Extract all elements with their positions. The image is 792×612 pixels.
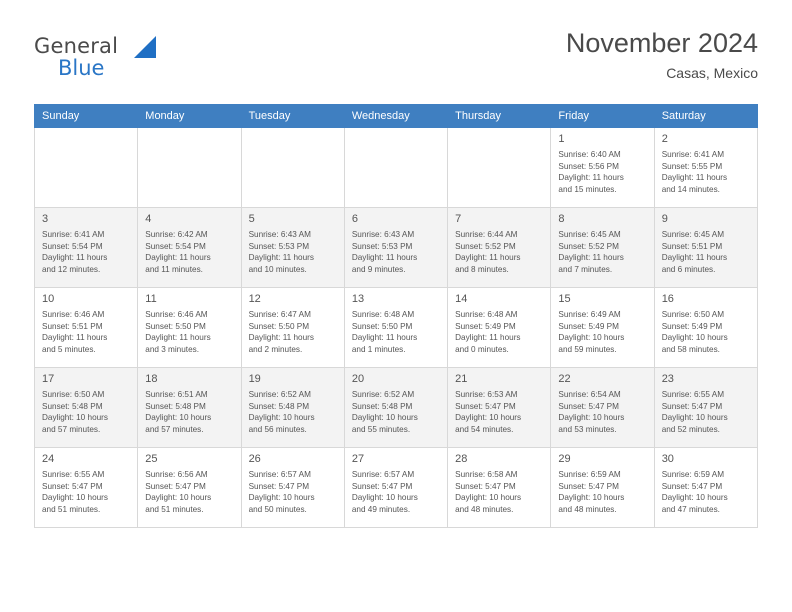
day-cell [241, 448, 344, 528]
daylight-text-line2: and 49 minutes. [351, 504, 411, 514]
daylight-text-line1: Daylight: 10 hours [145, 493, 212, 503]
calendar-week-row [35, 448, 758, 528]
daylight-text-line2: and 51 minutes. [145, 504, 204, 514]
day-cell [241, 368, 344, 448]
day-number: 23 [661, 373, 674, 385]
sunset-text: Sunset: 5:50 PM [351, 321, 413, 331]
daylight-text-line2: and 57 minutes. [42, 424, 101, 434]
daylight-text-line1: Daylight: 11 hours [145, 253, 211, 263]
day-details [352, 309, 440, 355]
day-cell [551, 208, 654, 288]
daylight-text-line1: Daylight: 11 hours [455, 253, 521, 263]
daylight-text-line2: and 50 minutes. [248, 504, 307, 514]
day-number: 8 [558, 213, 565, 225]
calendar-week-row [35, 208, 758, 288]
day-cell [448, 448, 551, 528]
page-title: November 2024 [565, 28, 758, 58]
sunrise-text: Sunrise: 6:52 AM [351, 390, 415, 399]
day-details [42, 229, 130, 275]
daylight-text-line2: and 57 minutes. [145, 424, 204, 434]
day-number: 3 [42, 213, 49, 225]
day-cell [35, 208, 138, 288]
sunrise-text: Sunrise: 6:50 AM [661, 310, 725, 319]
daylight-text-line2: and 6 minutes. [661, 264, 716, 274]
day-number: 21 [455, 373, 468, 385]
day-details [558, 149, 646, 195]
day-cell [344, 128, 447, 208]
sunrise-text: Sunrise: 6:48 AM [351, 310, 415, 319]
sunset-text: Sunset: 5:54 PM [42, 241, 103, 251]
day-cell [344, 288, 447, 368]
daylight-text-line1: Daylight: 10 hours [145, 413, 212, 423]
sunrise-text: Sunrise: 6:53 AM [455, 390, 518, 399]
sunset-text: Sunset: 5:47 PM [661, 481, 723, 491]
day-details [42, 389, 130, 435]
day-details [249, 389, 337, 435]
sunrise-text: Sunrise: 6:48 AM [455, 310, 518, 319]
sunrise-text: Sunrise: 6:47 AM [248, 310, 311, 319]
day-cell [344, 368, 447, 448]
day-details [249, 309, 337, 355]
day-cell [241, 128, 344, 208]
day-number: 29 [558, 453, 571, 465]
day-details [455, 389, 543, 435]
sunrise-text: Sunrise: 6:57 AM [351, 470, 415, 479]
daylight-text-line2: and 12 minutes. [42, 264, 101, 274]
daylight-text-line1: Daylight: 10 hours [661, 493, 728, 503]
daylight-text-line2: and 2 minutes. [248, 344, 303, 354]
day-details [145, 389, 233, 435]
day-cell [448, 368, 551, 448]
daylight-text-line1: Daylight: 10 hours [42, 413, 108, 423]
day-details [558, 389, 646, 435]
daylight-text-line1: Daylight: 11 hours [661, 253, 728, 263]
daylight-text-line1: Daylight: 11 hours [248, 253, 314, 263]
daylight-text-line1: Daylight: 10 hours [558, 413, 625, 423]
daylight-text-line1: Daylight: 11 hours [558, 253, 624, 263]
sunset-text: Sunset: 5:47 PM [661, 401, 723, 411]
daylight-text-line2: and 47 minutes. [661, 504, 720, 514]
logo-triangle-icon [134, 36, 156, 58]
weekday-tuesday: Tuesday [241, 105, 344, 128]
day-cell [138, 448, 241, 528]
day-number: 13 [351, 293, 365, 305]
page-header [34, 26, 758, 92]
daylight-text-line2: and 48 minutes. [455, 504, 514, 514]
day-number: 18 [145, 373, 158, 385]
day-number: 2 [661, 133, 668, 145]
sunrise-text: Sunrise: 6:44 AM [455, 230, 518, 239]
sunrise-text: Sunrise: 6:46 AM [42, 310, 105, 319]
sunset-text: Sunset: 5:49 PM [455, 321, 516, 331]
day-cell [551, 448, 654, 528]
day-details [558, 309, 646, 355]
sunset-text: Sunset: 5:50 PM [145, 321, 206, 331]
calendar-week-row [35, 368, 758, 448]
daylight-text-line2: and 5 minutes. [42, 344, 96, 354]
sunrise-text: Sunrise: 6:58 AM [455, 470, 518, 479]
sunset-text: Sunset: 5:48 PM [42, 401, 103, 411]
day-cell [448, 208, 551, 288]
daylight-text-line2: and 10 minutes. [248, 264, 307, 274]
day-cell [35, 128, 138, 208]
sunrise-text: Sunrise: 6:59 AM [558, 470, 621, 479]
sunrise-text: Sunrise: 6:42 AM [145, 230, 208, 239]
sunrise-text: Sunrise: 6:43 AM [248, 230, 311, 239]
day-details [662, 469, 750, 515]
sunrise-text: Sunrise: 6:45 AM [558, 230, 621, 239]
sunrise-text: Sunrise: 6:57 AM [248, 470, 311, 479]
sunrise-text: Sunrise: 6:55 AM [42, 470, 105, 479]
sunrise-text: Sunrise: 6:55 AM [661, 390, 725, 399]
day-details [352, 469, 440, 515]
day-details [662, 389, 750, 435]
day-cell [654, 368, 757, 448]
day-number: 30 [661, 453, 674, 465]
daylight-text-line2: and 48 minutes. [558, 504, 617, 514]
day-number: 26 [248, 453, 261, 465]
day-cell [241, 288, 344, 368]
day-details [455, 309, 543, 355]
day-number: 15 [558, 293, 571, 305]
daylight-text-line2: and 15 minutes. [558, 184, 617, 194]
day-number: 25 [145, 453, 158, 465]
day-cell [138, 128, 241, 208]
day-number: 6 [351, 213, 358, 225]
day-details [249, 469, 337, 515]
day-cell [551, 368, 654, 448]
day-number: 5 [248, 213, 255, 225]
weekday-friday: Friday [551, 105, 654, 128]
day-details [352, 389, 440, 435]
daylight-text-line1: Daylight: 11 hours [42, 253, 108, 263]
day-cell [35, 448, 138, 528]
daylight-text-line1: Daylight: 10 hours [351, 413, 418, 423]
day-number: 12 [248, 293, 261, 305]
day-cell [138, 288, 241, 368]
daylight-text-line1: Daylight: 10 hours [248, 413, 315, 423]
day-details [145, 469, 233, 515]
daylight-text-line2: and 8 minutes. [455, 264, 509, 274]
daylight-text-line1: Daylight: 11 hours [455, 333, 521, 343]
logo-text-general: General [34, 34, 119, 58]
sunrise-text: Sunrise: 6:41 AM [42, 230, 105, 239]
daylight-text-line2: and 55 minutes. [351, 424, 411, 434]
sunset-text: Sunset: 5:47 PM [351, 481, 413, 491]
weekday-saturday: Saturday [654, 105, 757, 128]
sunrise-text: Sunrise: 6:45 AM [661, 230, 725, 239]
day-details [145, 309, 233, 355]
sunrise-text: Sunrise: 6:51 AM [145, 390, 208, 399]
day-details [352, 229, 440, 275]
weekday-header-row [35, 105, 758, 128]
day-details [249, 229, 337, 275]
day-cell [344, 208, 447, 288]
daylight-text-line1: Daylight: 11 hours [661, 173, 728, 183]
day-details [145, 229, 233, 275]
sunset-text: Sunset: 5:54 PM [145, 241, 206, 251]
sunrise-text: Sunrise: 6:46 AM [145, 310, 208, 319]
daylight-text-line2: and 0 minutes. [455, 344, 509, 354]
sunset-text: Sunset: 5:47 PM [558, 481, 619, 491]
day-details [662, 229, 750, 275]
calendar-week-row [35, 128, 758, 208]
day-number: 10 [42, 293, 55, 305]
daylight-text-line2: and 3 minutes. [145, 344, 199, 354]
sunrise-text: Sunrise: 6:40 AM [558, 150, 621, 159]
calendar-body [35, 128, 758, 528]
day-cell [654, 208, 757, 288]
sunset-text: Sunset: 5:48 PM [145, 401, 206, 411]
day-number: 16 [661, 293, 674, 305]
daylight-text-line1: Daylight: 10 hours [42, 493, 108, 503]
day-cell [448, 128, 551, 208]
sunrise-text: Sunrise: 6:59 AM [661, 470, 725, 479]
day-number: 19 [248, 373, 261, 385]
sunset-text: Sunset: 5:47 PM [455, 401, 516, 411]
daylight-text-line1: Daylight: 11 hours [351, 333, 418, 343]
daylight-text-line1: Daylight: 11 hours [351, 253, 418, 263]
day-cell [35, 368, 138, 448]
daylight-text-line2: and 58 minutes. [661, 344, 720, 354]
day-details [558, 229, 646, 275]
daylight-text-line1: Daylight: 10 hours [455, 493, 522, 503]
location-subtitle: Casas, Mexico [666, 65, 758, 81]
daylight-text-line2: and 7 minutes. [558, 264, 613, 274]
day-details [558, 469, 646, 515]
day-cell [344, 448, 447, 528]
sunset-text: Sunset: 5:51 PM [42, 321, 103, 331]
sunrise-text: Sunrise: 6:50 AM [42, 390, 105, 399]
sunset-text: Sunset: 5:47 PM [248, 481, 310, 491]
day-cell [654, 128, 757, 208]
daylight-text-line1: Daylight: 10 hours [455, 413, 522, 423]
day-number: 7 [455, 213, 462, 225]
weekday-monday: Monday [138, 105, 241, 128]
sunset-text: Sunset: 5:53 PM [351, 241, 413, 251]
title-block [566, 26, 758, 84]
daylight-text-line2: and 54 minutes. [455, 424, 514, 434]
weekday-wednesday: Wednesday [344, 105, 447, 128]
day-details [42, 469, 130, 515]
sunset-text: Sunset: 5:49 PM [558, 321, 619, 331]
day-cell [138, 208, 241, 288]
day-number: 20 [351, 373, 365, 385]
general-blue-logo [34, 34, 234, 86]
daylight-text-line2: and 59 minutes. [558, 344, 617, 354]
daylight-text-line2: and 9 minutes. [351, 264, 406, 274]
daylight-text-line2: and 52 minutes. [661, 424, 720, 434]
day-details [42, 309, 130, 355]
day-number: 22 [558, 373, 571, 385]
day-cell [654, 448, 757, 528]
weekday-sunday: Sunday [35, 105, 138, 128]
daylight-text-line1: Daylight: 10 hours [661, 413, 728, 423]
day-cell [35, 288, 138, 368]
day-number: 24 [42, 453, 55, 465]
day-details [662, 149, 750, 195]
day-cell [654, 288, 757, 368]
sunset-text: Sunset: 5:52 PM [558, 241, 619, 251]
day-details [662, 309, 750, 355]
daylight-text-line1: Daylight: 10 hours [558, 493, 625, 503]
daylight-text-line1: Daylight: 10 hours [661, 333, 728, 343]
sunset-text: Sunset: 5:50 PM [248, 321, 310, 331]
day-cell [551, 128, 654, 208]
sunrise-text: Sunrise: 6:43 AM [351, 230, 415, 239]
day-number: 17 [42, 373, 55, 385]
sunset-text: Sunset: 5:47 PM [558, 401, 619, 411]
day-number: 1 [558, 133, 565, 145]
sunset-text: Sunset: 5:48 PM [248, 401, 310, 411]
day-number: 27 [351, 453, 365, 465]
sunrise-text: Sunrise: 6:41 AM [661, 150, 725, 159]
day-details [455, 229, 543, 275]
sunrise-text: Sunrise: 6:56 AM [145, 470, 208, 479]
sunset-text: Sunset: 5:49 PM [661, 321, 723, 331]
daylight-text-line1: Daylight: 11 hours [248, 333, 314, 343]
day-cell [448, 288, 551, 368]
day-details [455, 469, 543, 515]
daylight-text-line1: Daylight: 11 hours [42, 333, 108, 343]
daylight-text-line1: Daylight: 10 hours [248, 493, 315, 503]
sunset-text: Sunset: 5:52 PM [455, 241, 516, 251]
day-cell [241, 208, 344, 288]
sunrise-text: Sunrise: 6:54 AM [558, 390, 621, 399]
sunset-text: Sunset: 5:53 PM [248, 241, 310, 251]
day-number: 11 [145, 293, 157, 305]
daylight-text-line2: and 11 minutes. [145, 264, 203, 274]
daylight-text-line2: and 1 minutes. [351, 344, 406, 354]
daylight-text-line1: Daylight: 11 hours [558, 173, 624, 183]
daylight-text-line1: Daylight: 10 hours [558, 333, 625, 343]
calendar-table [34, 104, 758, 528]
sunset-text: Sunset: 5:47 PM [455, 481, 516, 491]
logo-text-blue: Blue [58, 56, 105, 80]
daylight-text-line2: and 53 minutes. [558, 424, 617, 434]
day-cell [138, 368, 241, 448]
day-number: 14 [455, 293, 468, 305]
sunset-text: Sunset: 5:55 PM [661, 161, 723, 171]
day-number: 28 [455, 453, 468, 465]
sunset-text: Sunset: 5:47 PM [42, 481, 103, 491]
sunrise-text: Sunrise: 6:49 AM [558, 310, 621, 319]
sunset-text: Sunset: 5:48 PM [351, 401, 413, 411]
daylight-text-line1: Daylight: 10 hours [351, 493, 418, 503]
sunset-text: Sunset: 5:51 PM [661, 241, 723, 251]
daylight-text-line2: and 51 minutes. [42, 504, 101, 514]
day-number: 4 [145, 213, 152, 225]
day-number: 9 [661, 213, 668, 225]
sunset-text: Sunset: 5:47 PM [145, 481, 206, 491]
calendar-week-row [35, 288, 758, 368]
daylight-text-line1: Daylight: 11 hours [145, 333, 211, 343]
sunset-text: Sunset: 5:56 PM [558, 161, 619, 171]
sunrise-text: Sunrise: 6:52 AM [248, 390, 311, 399]
weekday-thursday: Thursday [448, 105, 551, 128]
daylight-text-line2: and 56 minutes. [248, 424, 307, 434]
daylight-text-line2: and 14 minutes. [661, 184, 720, 194]
day-cell [551, 288, 654, 368]
